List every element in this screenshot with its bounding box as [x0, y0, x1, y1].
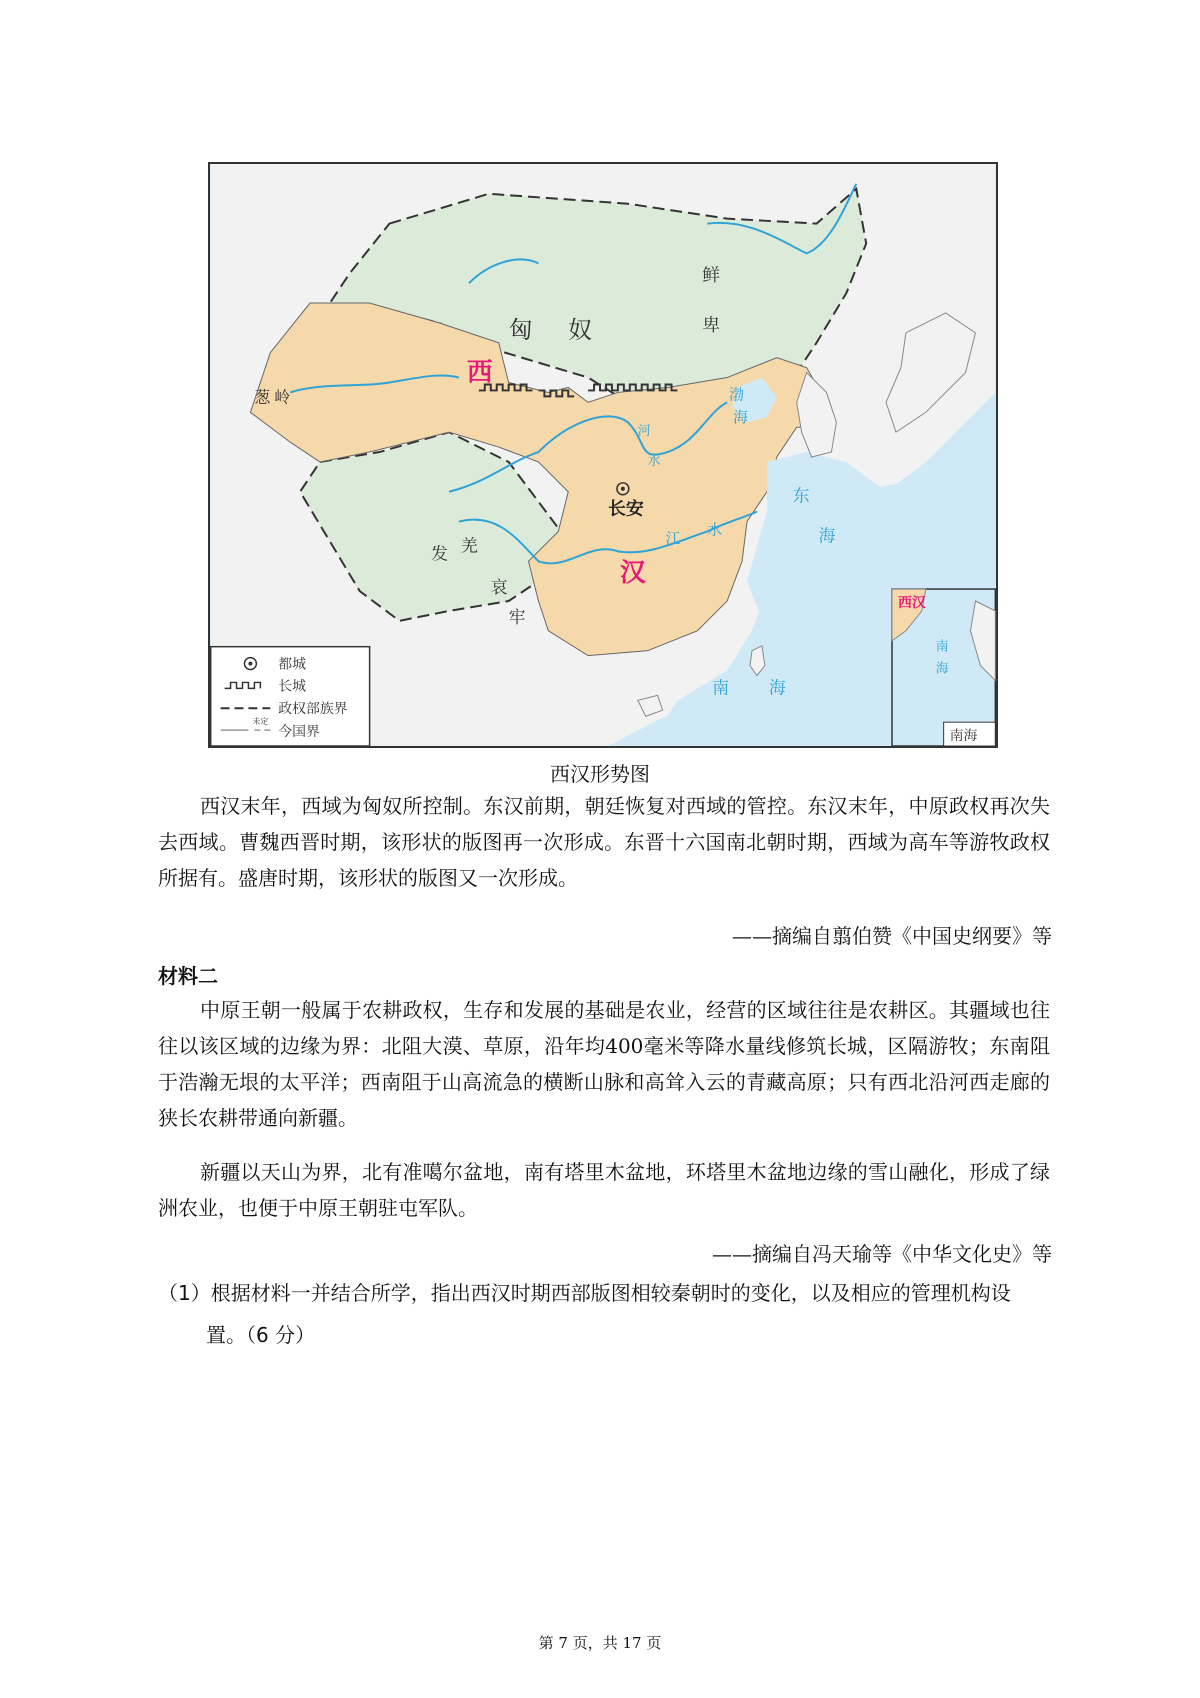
inset-corner-label: 南海 — [949, 728, 978, 745]
label-xi: 西 — [466, 357, 493, 388]
label-nanhai-2: 海 — [768, 677, 786, 698]
label-changan: 长安 — [607, 498, 644, 520]
legend-wall-icon — [225, 682, 261, 688]
material-two-paragraph-2: 新疆以天山为界，北有准噶尔盆地，南有塔里木盆地，环塔里木盆地边缘的雪山融化，形成了绿洲农业，也便于中原王朝驻屯军队。 — [158, 1160, 1050, 1220]
label-donghai-2: 海 — [818, 525, 836, 546]
legend-boundary-label: 政权部族界 — [278, 701, 348, 718]
label-ailao-2: 牢 — [508, 606, 526, 627]
label-congling-1: 葱 — [254, 387, 271, 407]
label-xianbei-1: 鲜 — [702, 265, 721, 287]
legend-national-label: 今国界 — [278, 724, 320, 741]
material-one-source: ——摘编自翦伯赞《中国史纲要》等 — [732, 924, 1052, 948]
material-two-heading: 材料二 — [158, 964, 218, 988]
label-faqiang-1: 发 — [431, 543, 449, 564]
label-xiongnu-1: 匈 — [508, 315, 533, 344]
label-bohai-2: 海 — [733, 408, 748, 427]
question-1 — [158, 1272, 1058, 1356]
material-one-paragraph: 西汉末年，西域为匈奴所控制。东汉前期，朝廷恢复对西域的管控。东汉末年，中原政权再次失去西域。曹魏西晋时期，该形状的版图再一次形成。东晋十六国南北朝时期，西域为高车等游牧政权所据有。盛唐时期，该形状的版图又一次形成。 — [158, 794, 1050, 890]
label-xianbei-2: 卑 — [702, 314, 721, 336]
inset-title: 西汉 — [897, 594, 926, 611]
question-1-line-2: 置。（6 分） — [206, 1323, 316, 1347]
material-two-paragraph-1: 中原王朝一般属于农耕政权，生存和发展的基础是农业，经营的区域往往是农耕区。其疆域也往往以该区域的边缘为界：北阻大漠、草原，沿年均400毫米等降水量线修筑长城，区隔游牧；东南阻于浩瀚无垠的太平洋；西南阻于山高流急的横断山脉和高耸入云的青藏高原；只有西北沿河西走廊的狭长农耕带通向新疆。 — [158, 998, 1050, 1130]
label-ailao-1: 哀 — [490, 577, 508, 598]
inset-label-nan: 南 — [935, 639, 949, 655]
page-footer: 第 7 页，共 17 页 — [538, 1634, 662, 1652]
label-donghai-1: 东 — [792, 485, 810, 506]
wall-center — [538, 390, 574, 396]
label-heshui-1: 河 — [637, 424, 651, 440]
map-caption: 西汉形势图 — [550, 762, 650, 786]
legend — [211, 647, 370, 746]
question-1-line-1: （1）根据材料一并结合所学，指出西汉时期西部版图相较秦朝时的变化，以及相应的管理机构设 — [158, 1281, 1011, 1305]
legend-capital-label: 都城 — [278, 656, 307, 673]
label-nanhai-1: 南 — [712, 677, 730, 698]
label-xiongnu-2: 奴 — [568, 315, 593, 344]
label-congling-2: 岭 — [274, 387, 291, 407]
inset-south-sea — [892, 589, 995, 746]
label-bohai-1: 渤 — [729, 385, 745, 404]
inset-label-hai: 海 — [935, 661, 949, 677]
map-svg — [210, 164, 996, 746]
label-jiangshui-1: 江 — [665, 529, 681, 548]
label-jiangshui-2: 水 — [707, 520, 723, 539]
western-han-map — [208, 162, 998, 748]
label-faqiang-2: 羌 — [460, 535, 478, 556]
legend-undetermined-label: 未定 — [252, 717, 269, 727]
legend-wall-label: 长城 — [278, 678, 307, 695]
material-two-source: ——摘编自冯天瑜等《中华文化史》等 — [712, 1242, 1052, 1266]
label-heshui-2: 水 — [647, 453, 661, 469]
label-han: 汉 — [619, 558, 646, 589]
